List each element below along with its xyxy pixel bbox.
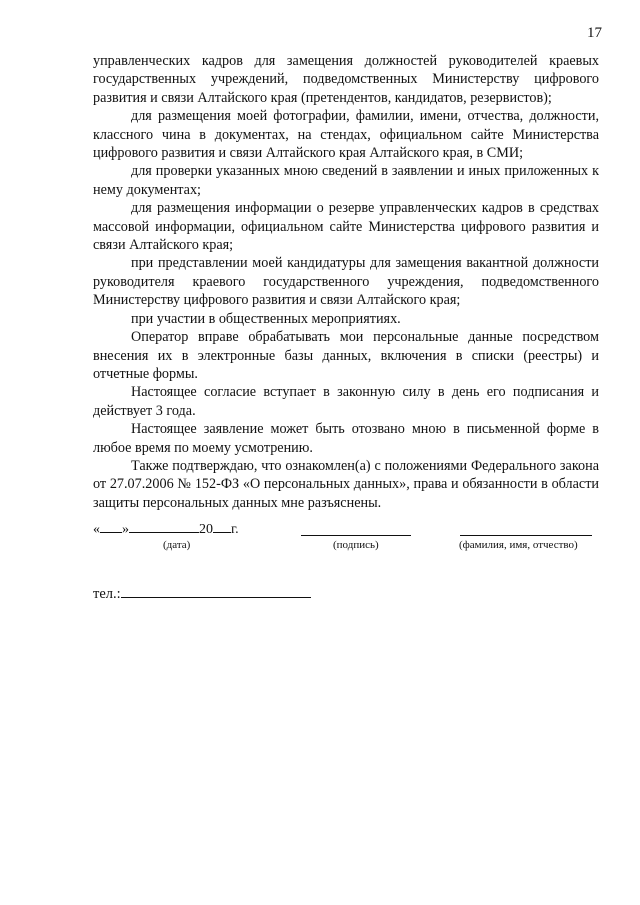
paragraph-continuation: управленческих кадров для замещения должностей руководителей краевых государственных учреждений, подведомственных Министерству цифрового развития и связи Алтайского края (претендентов, кандидатов, резервистов); bbox=[93, 53, 599, 106]
full-name-line[interactable] bbox=[460, 534, 592, 536]
phone-label: тел.: bbox=[93, 586, 121, 602]
phone-field bbox=[93, 585, 311, 603]
paragraph-reserve-info: для размещения информации о резерве управленческих кадров в средствах массовой информации, официальном сайте Министерства цифрового развития и связи Алтайского края; bbox=[93, 200, 599, 254]
paragraph-validity: Настоящее согласие вступает в законную силу в день его подписания и действует 3 года. bbox=[93, 384, 599, 419]
paragraph-candidacy: при представлении моей кандидатуры для замещения вакантной должности руководителя краевого государственного учреждения, подведомственного Министерству цифрового развития и связи Алтайского края; bbox=[93, 255, 599, 309]
page-number: 17 bbox=[587, 25, 602, 41]
signature-block bbox=[93, 520, 603, 560]
full-name-caption: (фамилия, имя, отчество) bbox=[459, 539, 578, 551]
paragraph-confirmation: Также подтверждаю, что ознакомлен(а) с положениями Федерального закона от 27.07.2006 № 152-ФЗ «О персональных данных», права и обязанности в области защиты персональных данных мне разъяснены. bbox=[93, 457, 599, 511]
consent-body-text bbox=[93, 52, 599, 512]
date-field[interactable] bbox=[93, 520, 239, 538]
day-blank[interactable] bbox=[100, 520, 122, 533]
paragraph-verification: для проверки указанных мною сведений в заявлении и иных приложенных к нему документах; bbox=[93, 163, 599, 198]
paragraph-photo-placement: для размещения моей фотографии, фамилии, имени, отчества, должности, классного чина в документах, на стендах, официальном сайте Министерства цифрового развития и связи Алтайского края Алтайского края, в СМИ; bbox=[93, 108, 599, 162]
signature-caption: (подпись) bbox=[333, 539, 379, 551]
paragraph-revocation: Настоящее заявление может быть отозвано мною в письменной форме в любое время по моему усмотрению. bbox=[93, 421, 599, 456]
month-blank[interactable] bbox=[129, 520, 199, 533]
date-caption: (дата) bbox=[163, 539, 191, 551]
year-suffix: г. bbox=[231, 522, 239, 537]
quote-open: « bbox=[93, 522, 100, 537]
year-blank[interactable] bbox=[213, 520, 231, 533]
signature-line[interactable] bbox=[301, 534, 411, 536]
phone-line[interactable] bbox=[121, 585, 311, 598]
paragraph-operator-rights: Оператор вправе обрабатывать мои персональные данные посредством внесения их в электронные базы данных, включения в списки (реестры) и отчетные формы. bbox=[93, 329, 599, 382]
paragraph-public-events: при участии в общественных мероприятиях. bbox=[131, 310, 401, 327]
quote-close: » bbox=[122, 522, 129, 537]
year-prefix: 20 bbox=[199, 522, 213, 537]
